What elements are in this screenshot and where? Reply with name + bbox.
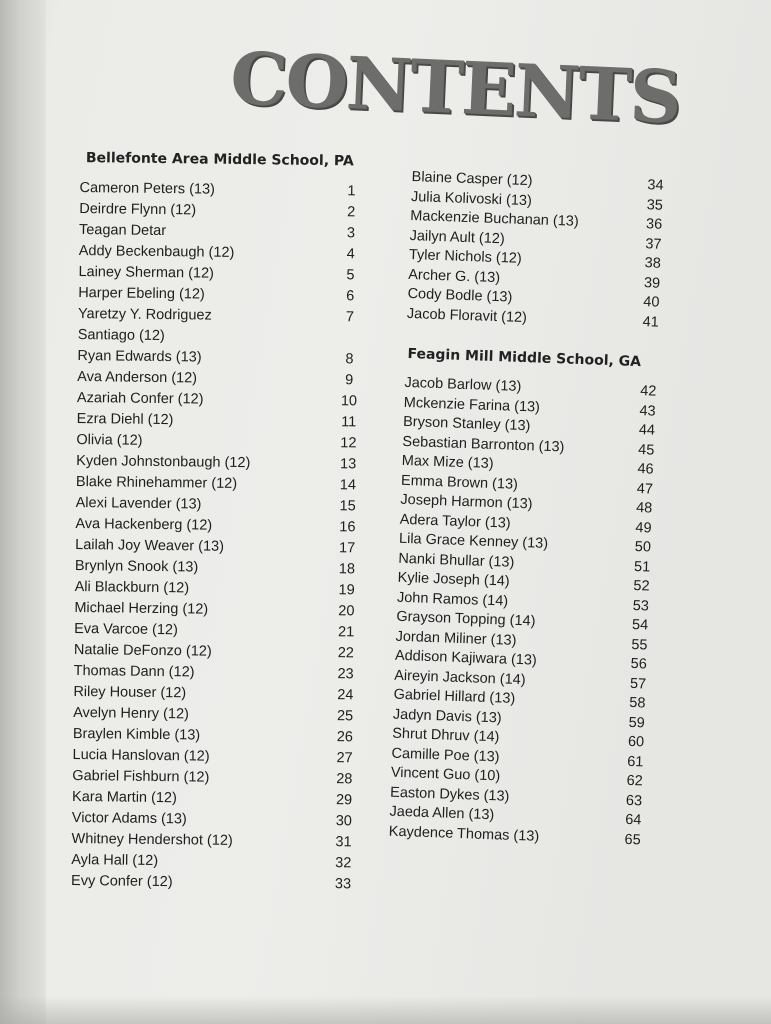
entry-page-number: 32 <box>335 855 352 872</box>
contents-entry <box>78 304 368 350</box>
entry-page-number: 36 <box>645 216 663 233</box>
entry-name: Max Mize (13) <box>401 452 494 473</box>
entry-page-number: 54 <box>631 616 649 634</box>
entry-name: Ava Anderson (12) <box>77 368 198 387</box>
entry-name: Nanki Bhullar (13) <box>398 550 515 571</box>
entry-page-number: 10 <box>340 393 358 410</box>
entry-page-number: 2 <box>347 204 356 221</box>
entry-name: Ezra Diehl (12) <box>76 410 174 429</box>
entry-name: John Ramos (14) <box>396 589 509 610</box>
section-heading: Feagin Mill Middle School, GA <box>407 345 642 371</box>
entry-name: Michael Herzing (12) <box>74 599 209 618</box>
entry-page-number: 26 <box>336 729 354 746</box>
entry-name: Yaretzy Y. Rodriguez Santiago (12) <box>77 305 212 345</box>
entry-name: Kaydence Thomas (13) <box>388 823 540 845</box>
entry-name: Easton Dykes (13) <box>389 784 510 805</box>
entry-page-number: 31 <box>335 834 352 851</box>
entry-page-number: 30 <box>335 813 352 830</box>
entry-page-number: 62 <box>626 772 644 790</box>
entry-name: Jaeda Allen (13) <box>389 803 495 824</box>
entry-name: Adera Taylor (13) <box>399 511 511 532</box>
contents-column-right <box>388 168 663 850</box>
entry-name: Avelyn Henry (12) <box>73 704 189 723</box>
entry-page-number: 38 <box>644 255 662 272</box>
entry-page-number: 52 <box>633 577 650 595</box>
entry-name: Alexi Lavender (13) <box>75 494 202 513</box>
entry-name: Jacob Floravit (12) <box>406 305 528 326</box>
entry-name: Lila Grace Kenney (13) <box>398 530 549 552</box>
entry-page-number: 35 <box>646 196 664 214</box>
entry-page-number: 9 <box>345 372 354 389</box>
entry-page-number: 45 <box>637 441 655 459</box>
entry-page-number: 29 <box>335 792 353 809</box>
entry-page-number: 64 <box>624 811 642 829</box>
entry-name: Bryson Stanley (13) <box>402 413 531 435</box>
entry-name: Cameron Peters (13) <box>79 179 216 198</box>
entry-name: Gabriel Fishburn (12) <box>72 767 210 786</box>
entry-name: Lucia Hanslovan (12) <box>72 746 210 765</box>
entry-name: Riley Houser (12) <box>73 683 187 702</box>
entry-name: Jordan Miliner (13) <box>395 628 517 649</box>
entry-page-number: 65 <box>624 831 641 848</box>
entry-name: Archer G. (13) <box>408 266 501 286</box>
entry-page-number: 46 <box>637 461 654 478</box>
entry-name: Gabriel Hillard (13) <box>393 686 516 707</box>
entry-name: Braylen Kimble (13) <box>72 725 201 744</box>
entry-page-number: 8 <box>345 351 354 368</box>
entry-name: Shrut Dhruv (14) <box>391 725 500 746</box>
contents-entry <box>71 871 361 896</box>
entry-page-number: 20 <box>338 603 355 620</box>
page-edge-shadow <box>0 996 771 1024</box>
entry-page-number: 55 <box>631 636 648 654</box>
entry-page-number: 23 <box>337 666 354 683</box>
entry-name: Blake Rhinehammer (12) <box>75 473 238 492</box>
entry-name: Ayla Hall (12) <box>71 851 159 870</box>
entry-name: Joseph Harmon (13) <box>400 491 533 513</box>
entry-page-number: 58 <box>629 694 646 712</box>
entry-page-number: 56 <box>630 655 648 673</box>
entry-page-number: 50 <box>634 539 652 556</box>
entry-page-number: 43 <box>639 402 656 420</box>
entry-name: Sebastian Barronton (13) <box>402 433 565 455</box>
entry-page-number: 11 <box>341 414 357 431</box>
entry-name: Ali Blackburn (12) <box>74 578 190 597</box>
entry-page-number: 28 <box>336 771 353 788</box>
entry-name: Victor Adams (13) <box>71 809 187 828</box>
entry-name: Addy Beckenbaugh (12) <box>78 242 235 261</box>
entry-page-number: 42 <box>639 383 657 400</box>
entry-page-number: 16 <box>339 519 356 536</box>
entry-name: Julia Kolivoski (13) <box>410 188 533 209</box>
entry-page-number: 25 <box>336 708 354 725</box>
entry-name: Addison Kajiwara (13) <box>394 647 538 669</box>
entry-page-number: 63 <box>625 792 643 809</box>
entry-page-number: 51 <box>633 558 651 576</box>
entry-page-number: 6 <box>346 288 355 305</box>
entry-name: Lainey Sherman (12) <box>78 263 215 282</box>
entry-page-number: 27 <box>336 750 353 767</box>
entry-page-number: 61 <box>627 753 644 770</box>
entry-name: Deirdre Flynn (12) <box>79 200 197 219</box>
section-heading: Bellefonte Area Middle School, PA <box>85 150 354 170</box>
entry-page-number: 41 <box>642 313 660 331</box>
entry-page-number: 40 <box>643 294 660 311</box>
entry-name: Mackenzie Buchanan (13) <box>410 207 579 230</box>
entry-page-number: 13 <box>340 456 357 473</box>
entry-page-number: 34 <box>647 177 664 194</box>
entry-page-number: 1 <box>347 183 356 200</box>
entry-name: Ava Hackenberg (12) <box>75 515 213 534</box>
entry-name: Azariah Confer (12) <box>76 389 204 408</box>
entry-name: Tyler Nichols (12) <box>408 246 522 267</box>
entry-name: Olivia (12) <box>76 431 143 449</box>
entry-page-number: 17 <box>338 540 356 557</box>
entry-name: Jadyn Davis (13) <box>392 706 502 726</box>
entry-name: Cody Bodle (13) <box>407 285 513 306</box>
entry-page-number: 33 <box>334 876 352 893</box>
entry-name: Jailyn Ault (12) <box>409 227 505 247</box>
page-title: CONTENTS <box>228 35 682 140</box>
entry-name: Emma Brown (13) <box>400 472 519 493</box>
entry-name: Grayson Topping (14) <box>396 608 536 630</box>
entry-name: Natalie DeFonzo (12) <box>73 641 212 660</box>
entry-page-number: 19 <box>338 582 355 599</box>
entry-page-number: 60 <box>627 733 645 751</box>
entry-page-number: 24 <box>337 687 354 704</box>
entry-name: Eva Varcoe (12) <box>74 620 178 639</box>
entry-page-number: 57 <box>629 675 647 692</box>
book-spine <box>0 0 46 1024</box>
entry-page-number: 53 <box>632 597 650 615</box>
entry-page-number: 48 <box>635 500 653 517</box>
entry-page-number: 15 <box>339 498 356 515</box>
entry-page-number: 49 <box>635 519 652 537</box>
entry-name: Ryan Edwards (13) <box>77 347 202 366</box>
entry-page-number: 7 <box>345 309 355 326</box>
contents-column-left <box>71 150 370 895</box>
entry-name: Harper Ebeling (12) <box>78 284 205 303</box>
entry-name: Kyden Johnstonbaugh (12) <box>76 452 251 472</box>
entry-page-number: 44 <box>638 422 656 439</box>
entry-name: Jacob Barlow (13) <box>404 374 522 395</box>
entry-page-number: 59 <box>628 714 646 731</box>
entry-name: Brynlyn Snook (13) <box>74 557 199 576</box>
entry-name: Whitney Hendershot (12) <box>71 830 233 849</box>
entry-page-number: 3 <box>346 225 356 242</box>
entry-page-number: 21 <box>337 624 355 641</box>
entry-page-number: 12 <box>340 435 357 452</box>
entry-name: Camille Poe (13) <box>391 745 500 765</box>
entry-name: Aireyin Jackson (14) <box>394 667 526 688</box>
entry-name: Vincent Guo (10) <box>390 764 501 785</box>
entry-page-number: 37 <box>645 235 662 253</box>
entry-page-number: 18 <box>338 561 356 578</box>
entry-name: Lailah Joy Weaver (13) <box>75 536 225 555</box>
entry-name: Kara Martin (12) <box>71 788 177 807</box>
entry-name: Thomas Dann (12) <box>73 662 195 681</box>
entry-page-number: 47 <box>636 480 654 498</box>
entry-name: Kylie Joseph (14) <box>397 569 510 590</box>
entry-page-number: 14 <box>339 477 357 494</box>
entry-name: Evy Confer (12) <box>70 872 173 891</box>
entry-page-number: 22 <box>337 645 355 662</box>
entry-page-number: 4 <box>346 246 355 263</box>
entry-name: Blaine Casper (12) <box>411 168 533 190</box>
entry-page-number: 39 <box>643 274 661 292</box>
entry-page-number: 5 <box>346 267 355 284</box>
entry-name: Teagan Detar <box>78 221 167 240</box>
entry-name: Mckenzie Farina (13) <box>403 394 541 416</box>
